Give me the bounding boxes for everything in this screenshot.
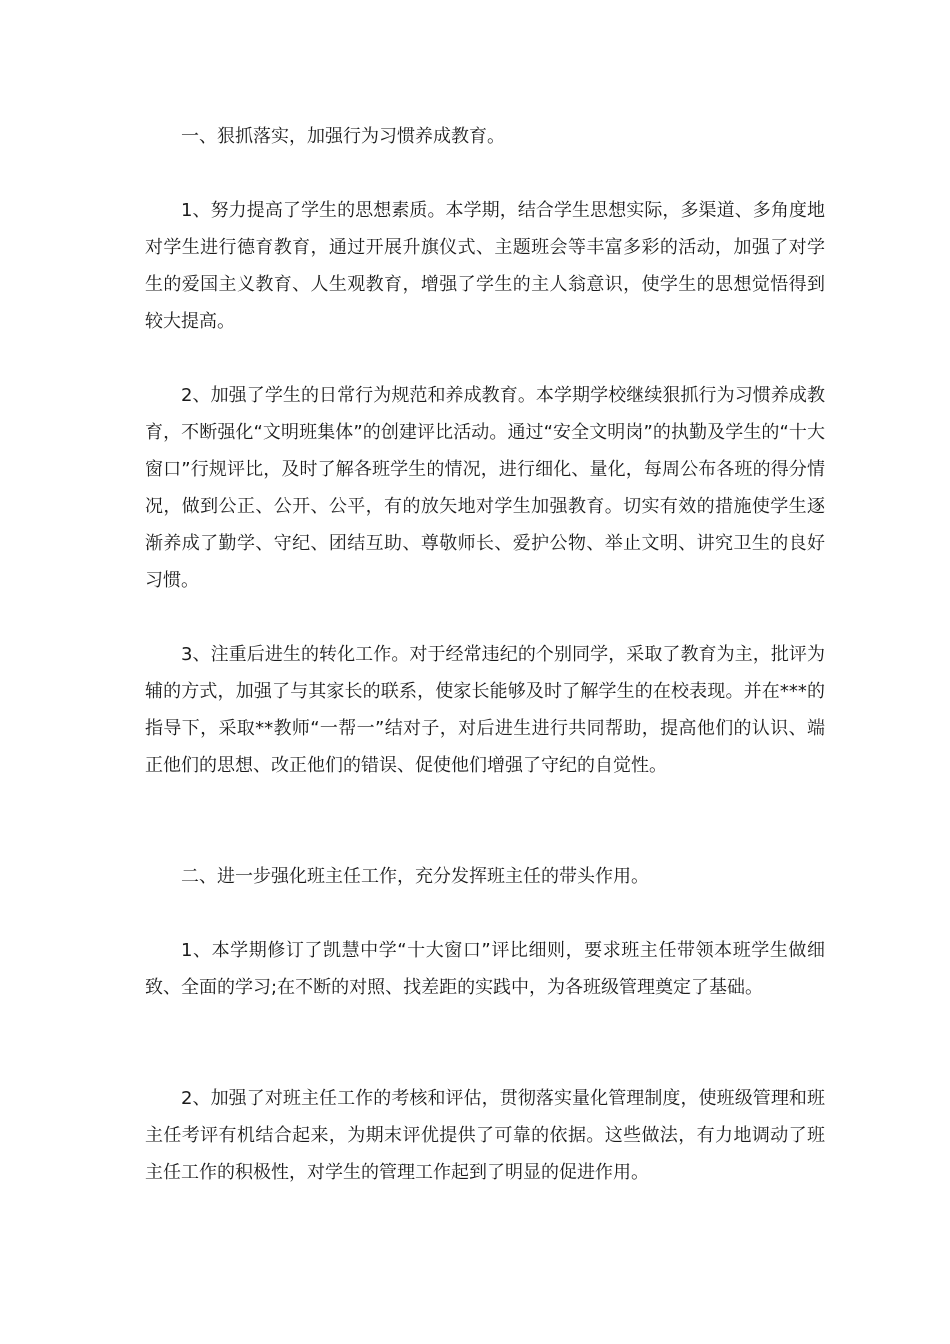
paragraph-1-1: 1、努力提高了学生的思想素质。本学期，结合学生思想实际，多渠道、多角度地对学生进行德育教育，通过开展升旗仪式、主题班会等丰富多彩的活动，加强了对学生的爱国主义教育、人生观教育，增强了学生的主人翁意识，使学生的思想觉悟得到较大提高。 [145, 200, 825, 332]
paragraph-1-2: 2、加强了学生的日常行为规范和养成教育。本学期学校继续狠抓行为习惯养成教育，不断强化“文明班集体”的创建评比活动。通过“安全文明岗”的执勤及学生的“十大窗口”行规评比，及时了解各班学生的情况，进行细化、量化，每周公布各班的得分情况，做到公正、公开、公平，有的放矢地对学生加强教育。切实有效的措施使学生逐渐养成了勤学、守纪、团结互助、尊敬师长、爱护公物、举止文明、讲究卫生的良好习惯。 [145, 385, 825, 591]
paragraph-2-1: 1、本学期修订了凯慧中学“十大窗口”评比细则，要求班主任带领本班学生做细致、全面的学习;在不断的对照、找差距的实践中，为各班级管理奠定了基础。 [145, 940, 825, 998]
paragraph-1-3: 3、注重后进生的转化工作。对于经常违纪的个别同学，采取了教育为主，批评为辅的方式，加强了与其家长的联系，使家长能够及时了解学生的在校表现。并在***的指导下，采取**教师“一帮一”结对子，对后进生进行共同帮助，提高他们的认识、端正他们的思想、改正他们的错误、促使他们增强了守纪的自觉性。 [145, 644, 825, 776]
paragraph-2-2: 2、加强了对班主任工作的考核和评估，贯彻落实量化管理制度，使班级管理和班主任考评有机结合起来，为期末评优提供了可靠的依据。这些做法，有力地调动了班主任工作的积极性，对学生的管理工作起到了明显的促进作用。 [145, 1088, 825, 1183]
section-heading-2: 二、进一步强化班主任工作，充分发挥班主任的带头作用。 [181, 866, 649, 887]
section-heading-1: 一、狠抓落实，加强行为习惯养成教育。 [181, 126, 505, 147]
